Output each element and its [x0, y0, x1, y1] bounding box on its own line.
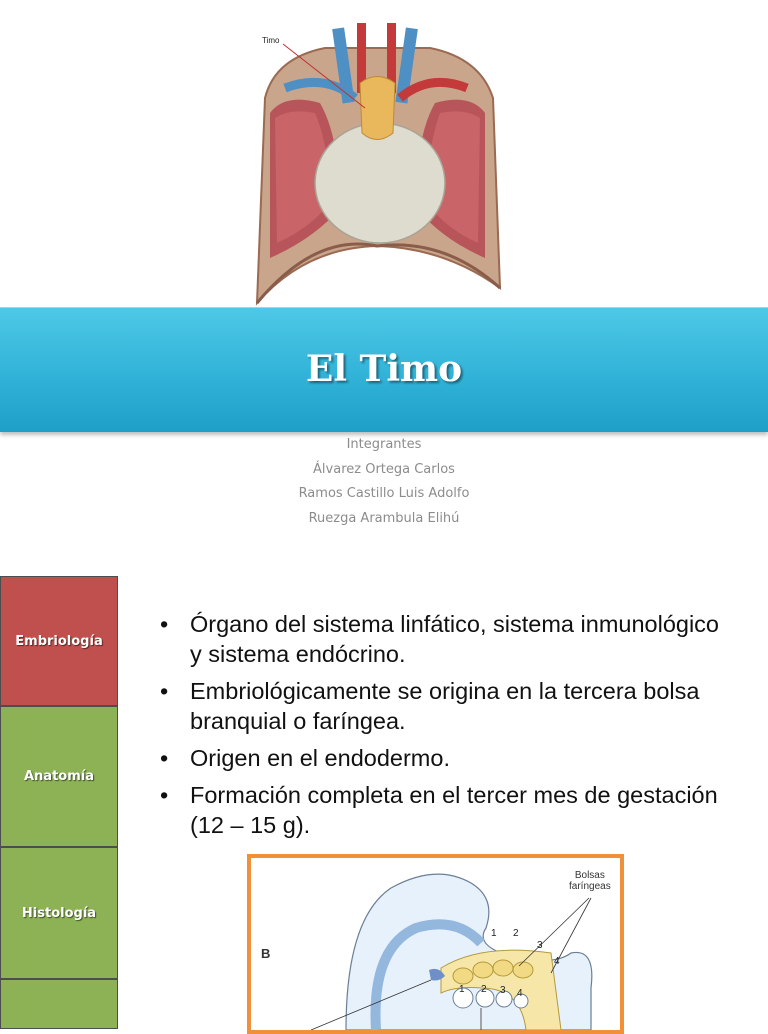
- bullet-item: [160, 743, 720, 773]
- bullet-text: Embriológicamente se origina en la tercera bolsa branquial o faríngea.: [190, 678, 700, 734]
- bullet-item: [160, 676, 720, 736]
- thorax-illustration: [245, 18, 510, 308]
- tab-histologia[interactable]: [0, 847, 118, 979]
- arch-number: 1: [459, 984, 465, 995]
- arch-number: 2: [481, 984, 487, 995]
- bullet-dot: •: [160, 678, 169, 704]
- pharyngeal-pouches-illustration: [251, 858, 620, 1030]
- bullet-text: Órgano del sistema linfático, sistema inmunológico y sistema endócrino.: [190, 611, 720, 667]
- embryo-figure: [247, 854, 624, 1034]
- tab-next[interactable]: [0, 979, 118, 1029]
- arch-number: 3: [500, 985, 506, 996]
- panel-label: B: [261, 946, 271, 961]
- tab-embriologia[interactable]: [0, 576, 118, 706]
- member-name: Álvarez Ortega Carlos: [313, 461, 455, 477]
- bullet-dot: •: [160, 611, 169, 637]
- bullet-dot: •: [160, 745, 169, 771]
- tab-label: Histología: [21, 905, 97, 921]
- pouch-number: 4: [554, 956, 560, 967]
- tab-label: Anatomía: [23, 769, 94, 784]
- title-band: [0, 307, 768, 432]
- bullet-item: [160, 780, 720, 840]
- tab-anatomia[interactable]: [0, 706, 118, 847]
- bullet-dot: •: [160, 782, 169, 808]
- slide-title: El Timo: [305, 348, 463, 390]
- pouch-number: 1: [491, 928, 497, 939]
- content-slide: [0, 545, 768, 1024]
- pouch-number: 2: [513, 928, 519, 939]
- member-name: Ramos Castillo Luis Adolfo: [298, 486, 470, 501]
- pouch-number: 3: [537, 940, 543, 951]
- members-list: [0, 433, 768, 531]
- members-heading: Integrantes: [346, 437, 422, 452]
- bullet-item: [160, 609, 720, 669]
- pouches-label: [569, 870, 611, 892]
- arch-number: 4: [517, 988, 523, 999]
- pouches-label-line: faríngeas: [569, 881, 611, 892]
- member-name: Ruezga Arambula Elihú: [308, 510, 460, 526]
- bullet-text: Formación completa en el tercer mes de gestación (12 – 15 g).: [190, 782, 718, 838]
- thymus-label: Timo: [262, 36, 280, 45]
- bullet-list: [160, 609, 720, 847]
- bullet-text: Origen en el endodermo.: [190, 745, 450, 771]
- pouches-label-line: Bolsas: [574, 870, 605, 881]
- tab-label: Embriología: [15, 633, 103, 649]
